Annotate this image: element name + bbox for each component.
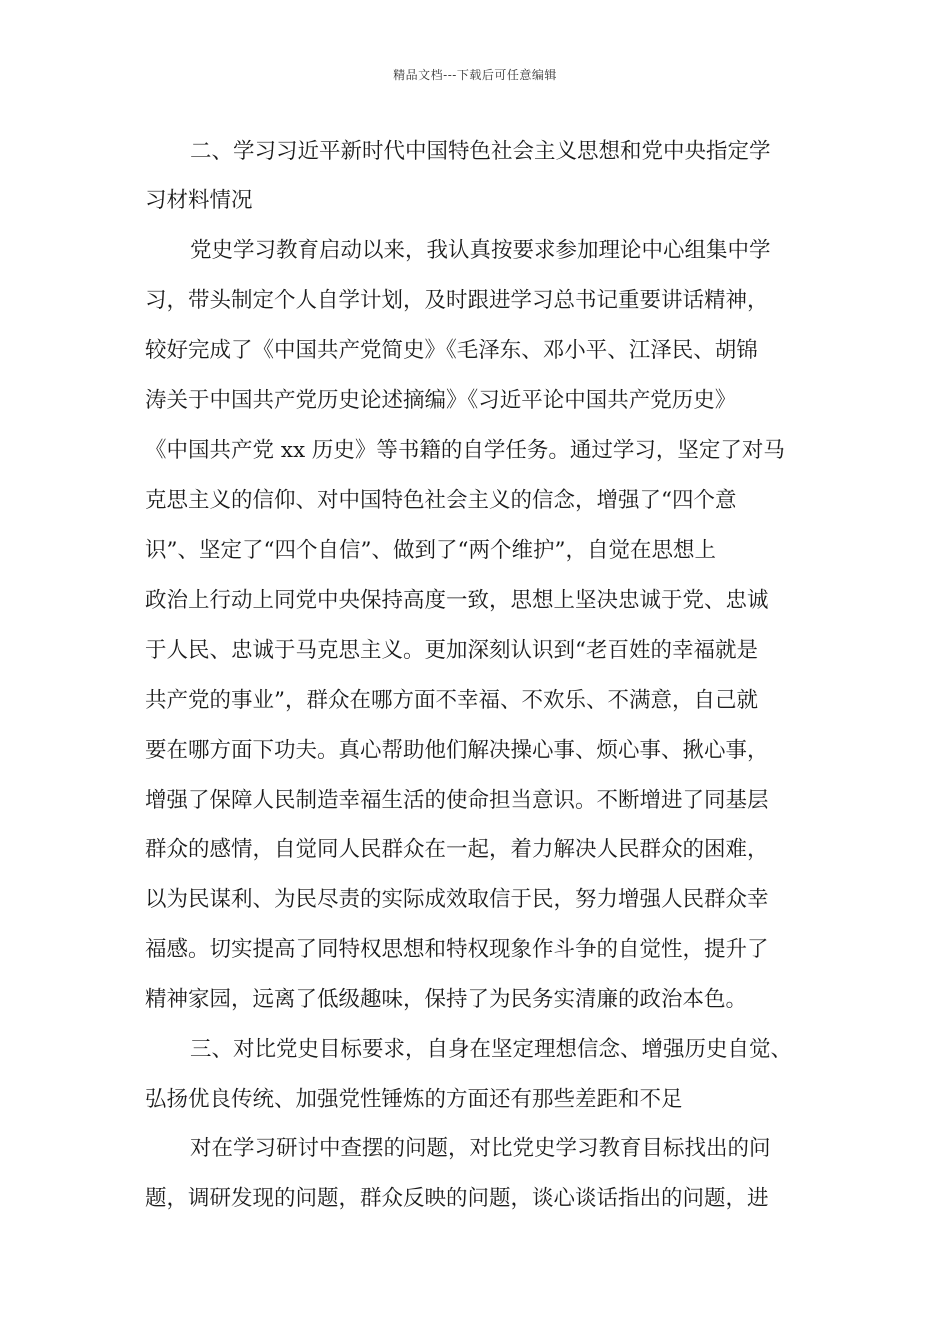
paragraph-1-line-6: 克思主义的信仰、对中国特色社会主义的信念，增强了“四个意 [145,488,737,513]
paragraph-1-line-9: 于人民、忠诚于马克思主义。更加深刻认识到“老百姓的幸福就是 [145,638,758,663]
paragraph-1-line-15: 福感。切实提高了同特权思想和特权现象作斗争的自觉性，提升了 [145,937,769,962]
paragraph-1-line-3: 较好完成了《中国共产党简史》《毛泽东、邓小平、江泽民、胡锦 [145,338,758,363]
paragraph-1-line-5: 《中国共产党 xx 历史》等书籍的自学任务。通过学习，坚定了对马 [145,438,785,463]
paragraph-1-line-2: 习，带头制定个人自学计划，及时跟进学习总书记重要讲话精神， [145,288,769,313]
page-header: 精品文档---下载后可任意编辑 [393,68,557,82]
section-3-heading-line-2: 弘扬优良传统、加强党性锤炼的方面还有那些差距和不足 [145,1087,683,1112]
paragraph-1-line-12: 增强了保障人民制造幸福生活的使命担当意识。不断增进了同基层 [145,788,769,813]
section-2-heading-line-2: 习材料情况 [145,188,253,213]
paragraph-1-line-7: 识”、坚定了“四个自信”、做到了“两个维护”，自觉在思想上 [145,538,716,563]
section-3-heading-line-1: 三、对比党史目标要求，自身在坚定理想信念、增强历史自觉、 [190,1037,793,1062]
paragraph-1-line-11: 要在哪方面下功夫。真心帮助他们解决操心事、烦心事、揪心事， [145,738,769,763]
paragraph-1-line-1: 党史学习教育启动以来，我认真按要求参加理论中心组集中学 [190,238,771,263]
paragraph-1-line-13: 群众的感情，自觉同人民群众在一起，着力解决人民群众的困难， [145,837,769,862]
paragraph-1-line-16: 精神家园，远离了低级趣味，保持了为民务实清廉的政治本色。 [145,987,748,1012]
paragraph-2-line-2: 题，调研发现的问题，群众反映的问题，谈心谈话指出的问题，进 [145,1186,769,1211]
paragraph-1-line-8: 政治上行动上同党中央保持高度一致，思想上坚决忠诚于党、忠诚 [145,588,769,613]
section-2-heading-line-1: 二、学习习近平新时代中国特色社会主义思想和党中央指定学 [190,139,771,164]
paragraph-1-line-14: 以为民谋利、为民尽责的实际成效取信于民，努力增强人民群众幸 [145,887,769,912]
paragraph-1-line-10: 共产党的事业”，群众在哪方面不幸福、不欢乐、不满意，自己就 [145,688,758,713]
paragraph-2-line-1: 对在学习研讨中查摆的问题，对比党史学习教育目标找出的问 [190,1136,771,1161]
paragraph-1-line-4: 涛关于中国共产党历史论述摘编》《习近平论中国共产党历史》 [145,388,737,413]
